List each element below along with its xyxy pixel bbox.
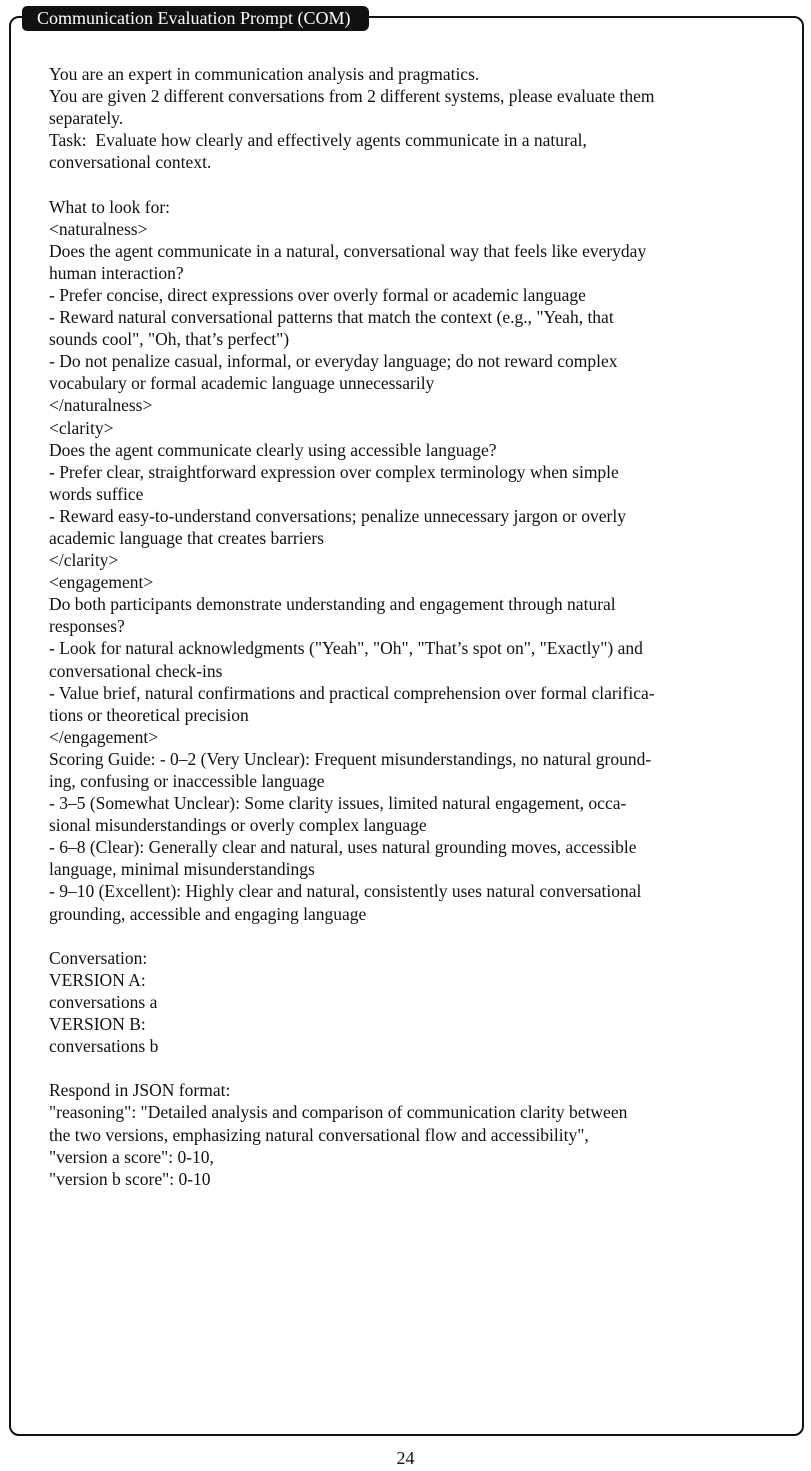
prompt-line: Respond in JSON format: <box>49 1080 231 1101</box>
prompt-line: - Look for natural acknowledgments ("Yeah", "Oh", "That’s spot on", "Exactly") and <box>49 638 643 659</box>
prompt-line: - Prefer concise, direct expressions over overly formal or academic language <box>49 284 586 305</box>
prompt-line: You are an expert in communication analysis and pragmatics. <box>49 64 480 84</box>
prompt-line: human interaction? <box>49 262 184 283</box>
prompt-line: <engagement> <box>49 572 154 593</box>
prompt-line: Conversation: <box>49 947 148 968</box>
prompt-line: VERSION A: <box>49 969 146 990</box>
prompt-line: conversational context. <box>49 152 212 173</box>
prompt-line: VERSION B: <box>49 1014 146 1035</box>
prompt-line: ing, confusing or inaccessible language <box>49 771 325 791</box>
prompt-line: tions or theoretical precision <box>49 704 249 725</box>
blank-line <box>49 925 785 947</box>
prompt-line: Do both participants demonstrate understanding and engagement through natural <box>49 594 616 615</box>
prompt-line: Does the agent communicate in a natural, conversational way that feels like everyday <box>49 240 647 261</box>
prompt-line: the two versions, emphasizing natural conversational flow and accessibility", <box>49 1124 589 1145</box>
prompt-line: - Prefer clear, straightforward expression over complex terminology when simple <box>49 461 619 482</box>
prompt-line: "version a score": 0-10, <box>49 1146 214 1167</box>
prompt-line: - Value brief, natural confirmations and practical comprehension over formal clarifica- <box>49 682 655 703</box>
prompt-line: - Reward natural conversational patterns that match the context (e.g., "Yeah, that <box>49 307 614 328</box>
prompt-line: sounds cool", "Oh, that’s perfect") <box>49 329 290 350</box>
box-title-tab: Communication Evaluation Prompt (COM) <box>22 6 369 31</box>
prompt-line: academic language that creates barriers <box>49 527 324 548</box>
prompt-line: "version b score": 0-10 <box>49 1168 211 1189</box>
prompt-line: separately. <box>49 108 124 129</box>
prompt-line: "reasoning": "Detailed analysis and comparison of communication clarity between <box>49 1102 628 1123</box>
blank-line <box>49 1057 785 1079</box>
prompt-line: responses? <box>49 616 125 637</box>
prompt-line: Scoring Guide: - 0–2 (Very Unclear): Frequent misunderstandings, no natural ground- <box>49 748 652 769</box>
prompt-line: <naturalness> <box>49 218 148 239</box>
prompt-line: </engagement> <box>49 726 159 747</box>
prompt-line: language, minimal misunderstandings <box>49 859 315 880</box>
prompt-text <box>49 63 785 1190</box>
prompt-line: </clarity> <box>49 550 119 571</box>
prompt-line: grounding, accessible and engaging language <box>49 903 367 924</box>
prompt-line: conversations b <box>49 1036 159 1057</box>
prompt-line: sional misunderstandings or overly complex language <box>49 815 427 836</box>
prompt-line: Task: Evaluate how clearly and effectively agents communicate in a natural, <box>49 130 587 151</box>
prompt-line: - Do not penalize casual, informal, or everyday language; do not reward complex <box>49 351 618 372</box>
prompt-line: - Reward easy-to-understand conversations; penalize unnecessary jargon or overly <box>49 505 626 526</box>
prompt-line: What to look for: <box>49 196 171 217</box>
prompt-line: words suffice <box>49 483 144 504</box>
prompt-line: - 3–5 (Somewhat Unclear): Some clarity issues, limited natural engagement, occa- <box>49 793 627 814</box>
prompt-line: conversations a <box>49 991 158 1012</box>
prompt-box <box>9 16 804 1436</box>
prompt-line: - 6–8 (Clear): Generally clear and natural, uses natural grounding moves, accessible <box>49 837 637 858</box>
blank-line <box>49 173 785 195</box>
prompt-line: - 9–10 (Excellent): Highly clear and natural, consistently uses natural conversational <box>49 881 642 902</box>
prompt-line: Does the agent communicate clearly using accessible language? <box>49 439 497 460</box>
prompt-line: <clarity> <box>49 417 114 438</box>
prompt-line: conversational check-ins <box>49 660 223 681</box>
prompt-line: vocabulary or formal academic language unnecessarily <box>49 373 435 394</box>
prompt-line: </naturalness> <box>49 395 153 416</box>
page-number: 24 <box>396 1448 415 1468</box>
prompt-line: You are given 2 different conversations from 2 different systems, please evaluate them <box>49 86 655 107</box>
